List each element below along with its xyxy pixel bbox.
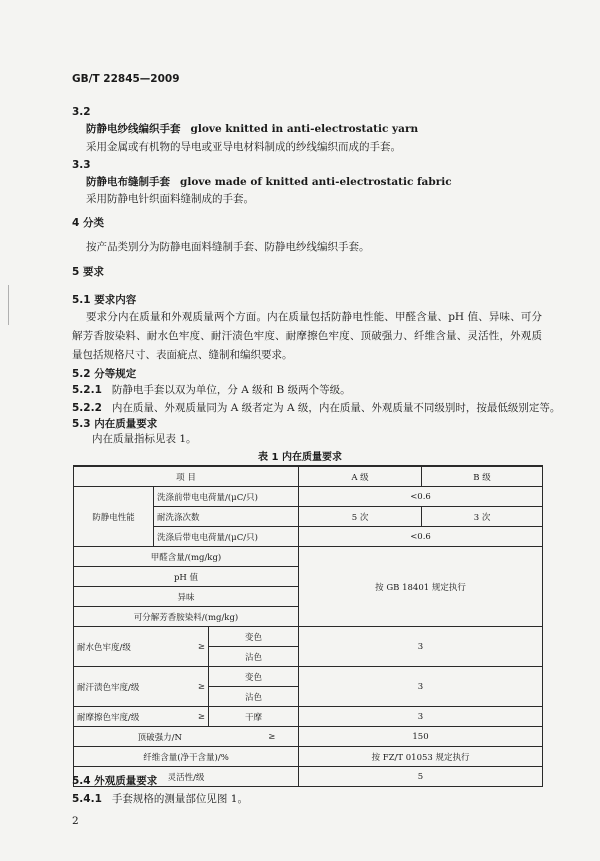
sub-label: 变色 (209, 667, 299, 687)
section-4-text: 按产品类别分为防静电面料缝制手套、防静电纱线编织手套。 (86, 241, 370, 253)
row-value-a: 5 次 (299, 507, 422, 527)
table-1-caption: 表 1 内在质量要求 (258, 452, 342, 463)
section-5-3-heading: 5.3 内在质量要求 (72, 418, 158, 430)
table-row (74, 727, 543, 747)
row-value: <0.6 (299, 527, 543, 547)
clause-3-3-number: 3.3 (72, 159, 91, 171)
header-item: 项 目 (74, 466, 299, 487)
row-value: 按 FZ/T 01053 规定执行 (299, 747, 543, 767)
row-label: 耐汗渍色牢度/级 (74, 667, 154, 707)
section-5-heading: 5 要求 (72, 266, 104, 278)
row-label: pH 值 (74, 567, 299, 587)
ge-sign: ≥ (246, 727, 299, 747)
row-label: 顶破强力/N (74, 727, 246, 747)
row-label: 耐水色牢度/级 (74, 627, 154, 667)
table-row (74, 487, 543, 507)
row-value: 3 (299, 667, 543, 707)
row-label: 异味 (74, 587, 299, 607)
clause-number: 5.4.1 (72, 793, 102, 805)
header-grade-b: B 级 (422, 466, 543, 487)
table-row (74, 707, 543, 727)
clause-5-2-1 (72, 384, 351, 397)
row-value: <0.6 (299, 487, 543, 507)
clause-3-2-definition: 采用金属或有机物的导电或亚导电材料制成的纱线编织而成的手套。 (86, 141, 401, 153)
standard-code: GB/T 22845—2009 (72, 73, 180, 85)
sub-label: 沾色 (209, 647, 299, 667)
section-5-1-heading: 5.1 要求内容 (72, 294, 137, 306)
table-row (74, 547, 543, 567)
clause-text: 内在质量、外观质量同为 A 级者定为 A 级，内在质量、外观质量不同级别时，按最低级别定等。 (111, 402, 561, 414)
ge-sign: ≥ (154, 627, 209, 667)
sub-label: 变色 (209, 627, 299, 647)
section-4-heading: 4 分类 (72, 217, 104, 229)
clause-text: 手套规格的测量部位见图 1。 (111, 793, 248, 805)
row-value: 3 (299, 627, 543, 667)
table-row (74, 627, 543, 647)
term-en: glove knitted in anti-electrostatic yarn (190, 123, 419, 135)
clause-5-2-2 (72, 402, 560, 415)
section-5-1-text: 要求分内在质量和外观质量两个方面。内在质量包括防静电性能、甲醛含量、pH 值、异味、可分解芳香胺染料、耐水色牢度、耐汗渍色牢度、耐摩擦色牢度、顶破强力、纤维含量、灵活性，外观质量包括规格尺寸、表面疵点、缝制和编织要求。 (72, 311, 542, 361)
clause-number: 5.2.1 (72, 384, 102, 396)
row-label: 可分解芳香胺染料/(mg/kg) (74, 607, 299, 627)
row-label: 洗涤后带电电荷量/(μC/只) (154, 527, 299, 547)
row-value: 150 (299, 727, 543, 747)
term-en: glove made of knitted anti-electrostatic fabric (180, 176, 452, 188)
clause-3-2-number: 3.2 (72, 106, 91, 118)
table-row (74, 747, 543, 767)
row-value: 3 (299, 707, 543, 727)
ge-sign: ≥ (154, 707, 209, 727)
clause-3-3-term (86, 176, 452, 189)
section-5-3-text: 内在质量指标见表 1。 (92, 433, 197, 445)
header-grade-a: A 级 (299, 466, 422, 487)
term-zh: 防静电布缝制手套 (86, 176, 170, 188)
row-label: 耐摩擦色牢度/级 (74, 707, 154, 727)
clause-number: 5.2.2 (72, 402, 102, 414)
row-label: 甲醛含量/(mg/kg) (74, 547, 299, 567)
table-row (74, 667, 543, 687)
row-value-b: 3 次 (422, 507, 543, 527)
table-1-intrinsic-quality (73, 465, 543, 787)
row-label: 纤维含量(净干含量)/% (74, 747, 299, 767)
row-value: 5 (299, 767, 543, 787)
clause-3-2-term (86, 123, 418, 136)
clause-3-3-definition: 采用防静电针织面料缝制成的手套。 (86, 193, 254, 205)
ge-sign: ≥ (154, 667, 209, 707)
row-label: 洗涤前带电电荷量/(μC/只) (154, 487, 299, 507)
section-5-4-heading: 5.4 外观质量要求 (72, 775, 158, 787)
clause-5-4-1 (72, 793, 248, 806)
term-zh: 防静电纱线编织手套 (86, 123, 181, 135)
section-5-2-heading: 5.2 分等规定 (72, 368, 137, 380)
clause-text: 防静电手套以双为单位，分 A 级和 B 级两个等级。 (111, 384, 351, 396)
row-label: 耐洗涤次数 (154, 507, 299, 527)
page-number: 2 (72, 815, 79, 827)
static-group-label: 防静电性能 (74, 487, 154, 547)
sub-label: 干摩 (209, 707, 299, 727)
sub-label: 沾色 (209, 687, 299, 707)
row-label: 灵活性/级 (74, 767, 299, 787)
margin-mark (8, 285, 9, 325)
table-header-row (74, 466, 543, 487)
gb-18401-value: 按 GB 18401 规定执行 (299, 547, 543, 627)
